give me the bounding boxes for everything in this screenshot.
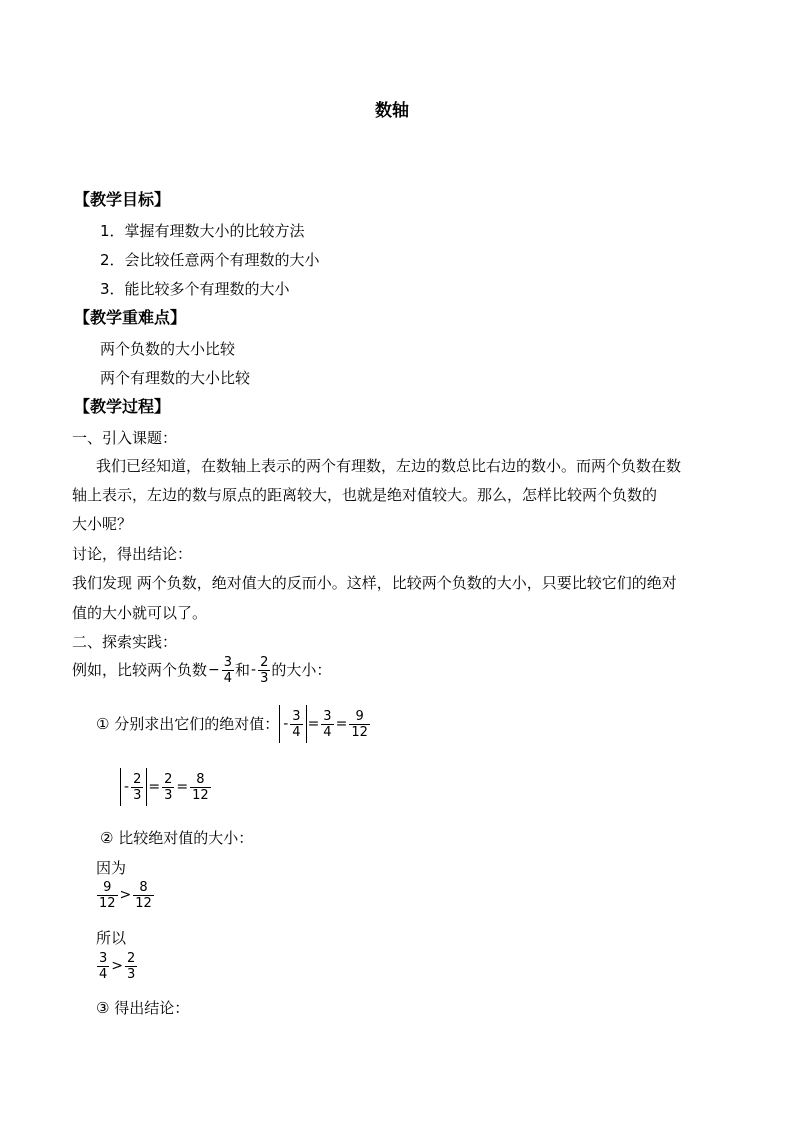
intro-paragraph-line: 轴上表示，左边的数与原点的距离较大，也就是绝对值较大。那么，怎样比较两个负数的	[72, 486, 658, 504]
intro-paragraph-line: 大小呢？	[72, 515, 133, 533]
goal-item: 3．能比较多个有理数的大小	[100, 280, 290, 298]
goals-heading: 【教学目标】	[74, 190, 171, 209]
step1-label: ① 分别求出它们的绝对值：	[96, 715, 280, 733]
example-prefix: 例如，比较两个负数	[72, 661, 208, 679]
comparison-line	[96, 949, 138, 983]
step2-label: ② 比较绝对值的大小：	[100, 829, 254, 847]
fraction-two-thirds: $\frac{2}{3}$	[260, 654, 269, 686]
discuss-line: 讨论，得出结论：	[72, 545, 193, 563]
fraction-eight-twelfths: $\frac{8}{12}$	[192, 771, 209, 803]
step3-label: ③ 得出结论：	[96, 999, 190, 1017]
therefore-label: 所以	[96, 929, 127, 947]
minus-sign: −	[208, 662, 220, 678]
conclusion-line: 值的大小就可以了。	[72, 604, 208, 622]
key-points-heading: 【教学重难点】	[74, 308, 187, 327]
fraction-two-thirds: $\frac{2}{3}$	[127, 950, 136, 982]
key-point-item: 两个有理数的大小比较	[100, 369, 251, 387]
goal-item: 2．会比较任意两个有理数的大小	[100, 251, 320, 269]
intro-paragraph-line: 我们已经知道，在数轴上表示的两个有理数，左边的数总比右边的数小。而两个负数在数	[96, 457, 682, 475]
process-heading: 【教学过程】	[74, 397, 171, 416]
fraction-two-thirds: $\frac{2}{3}$	[164, 771, 173, 803]
step1-second-line	[120, 767, 212, 807]
because-label: 因为	[96, 859, 127, 877]
conclusion-line: 我们发现 两个负数，绝对值大的反而小。这样，比较两个负数的大小，只要比较它们的绝对	[72, 574, 677, 592]
fraction-nine-twelfths: $\frac{9}{12}$	[351, 708, 368, 740]
page-title: 数轴	[375, 101, 409, 121]
comparison-line	[96, 878, 155, 912]
greater-than-sign: >	[111, 958, 124, 974]
greater-than-sign: >	[119, 887, 132, 903]
fraction-nine-twelfths: $\frac{9}{12}$	[99, 879, 116, 911]
step1-line	[96, 704, 371, 744]
example-and: 和	[235, 661, 251, 679]
absolute-value-expression: - $\frac{3}{4}$	[279, 705, 306, 743]
key-point-item: 两个负数的大小比较	[100, 340, 236, 358]
equals-sign: =	[307, 716, 320, 732]
equals-sign: =	[148, 779, 161, 795]
example-suffix: 的大小：	[271, 661, 332, 679]
explore-heading: 二、探索实践：	[72, 633, 178, 651]
minus-sign: -	[251, 662, 257, 678]
fraction-three-fourths: $\frac{3}{4}$	[323, 708, 332, 740]
goal-item: 1．掌握有理数大小的比较方法	[100, 222, 305, 240]
fraction-three-fourths: $\frac{3}{4}$	[223, 654, 233, 686]
absolute-value-expression: - $\frac{2}{3}$	[120, 768, 147, 806]
fraction-eight-twelfths: $\frac{8}{12}$	[135, 879, 152, 911]
equals-sign: =	[335, 716, 348, 732]
equals-sign: =	[176, 779, 189, 795]
fraction-three-fourths: $\frac{3}{4}$	[99, 950, 108, 982]
example-line	[72, 653, 331, 687]
intro-heading: 一、引入课题：	[72, 429, 178, 447]
